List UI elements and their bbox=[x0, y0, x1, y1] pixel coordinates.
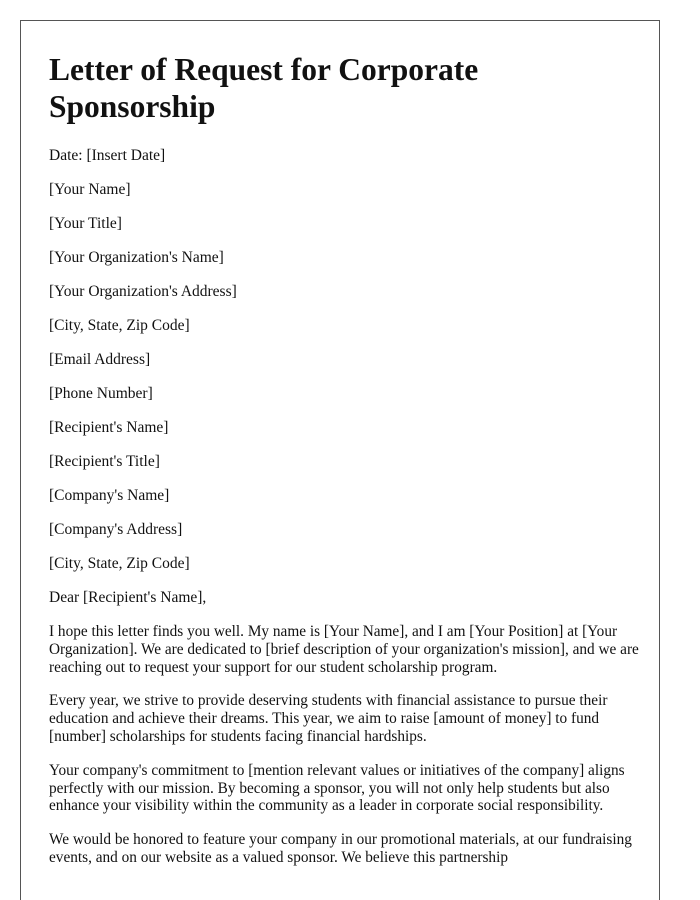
letter-page bbox=[20, 20, 660, 900]
body-paragraph-intro: I hope this letter finds you well. My name is [Your Name], and I am [Your Position] at [Your Organization]. We are dedicated to [brief description of your organization's mission], and we are reaching out to request your support for our student scholarship program. bbox=[49, 622, 639, 676]
company-address: [Company's Address] bbox=[49, 520, 183, 538]
company-city-state-zip: [City, State, Zip Code] bbox=[49, 554, 190, 572]
sender-organization: [Your Organization's Name] bbox=[49, 248, 224, 266]
letter-content bbox=[49, 51, 639, 883]
letter-title: Letter of Request for Corporate Sponsorship bbox=[49, 52, 479, 124]
sender-name: [Your Name] bbox=[49, 180, 131, 198]
sender-address: [Your Organization's Address] bbox=[49, 282, 237, 300]
body-paragraph-benefits: We would be honored to feature your company in our promotional materials, at our fundraising events, and on our website as a valued sponsor. We believe this partnership bbox=[49, 831, 632, 866]
company-name: [Company's Name] bbox=[49, 486, 170, 504]
sender-title: [Your Title] bbox=[49, 214, 122, 232]
recipient-title: [Recipient's Title] bbox=[49, 452, 160, 470]
body-paragraph-goal: Every year, we strive to provide deserving students with financial assistance to pursue their education and achieve their dreams. This year, we aim to raise [amount of money] to fund [number] scholarships for students facing financial hardships. bbox=[49, 692, 608, 745]
sender-phone: [Phone Number] bbox=[49, 384, 153, 402]
recipient-name: [Recipient's Name] bbox=[49, 418, 169, 436]
sender-email: [Email Address] bbox=[49, 350, 151, 368]
date-line: Date: [Insert Date] bbox=[49, 147, 166, 164]
body-paragraph-alignment: Your company's commitment to [mention relevant values or initiatives of the company] aligns perfectly with our mission. By becoming a sponsor, you will not only help students but also enhance your visibility within the community as a leader in corporate social responsibility. bbox=[49, 761, 625, 815]
salutation: Dear [Recipient's Name], bbox=[49, 588, 207, 606]
sender-city-state-zip: [City, State, Zip Code] bbox=[49, 316, 190, 334]
